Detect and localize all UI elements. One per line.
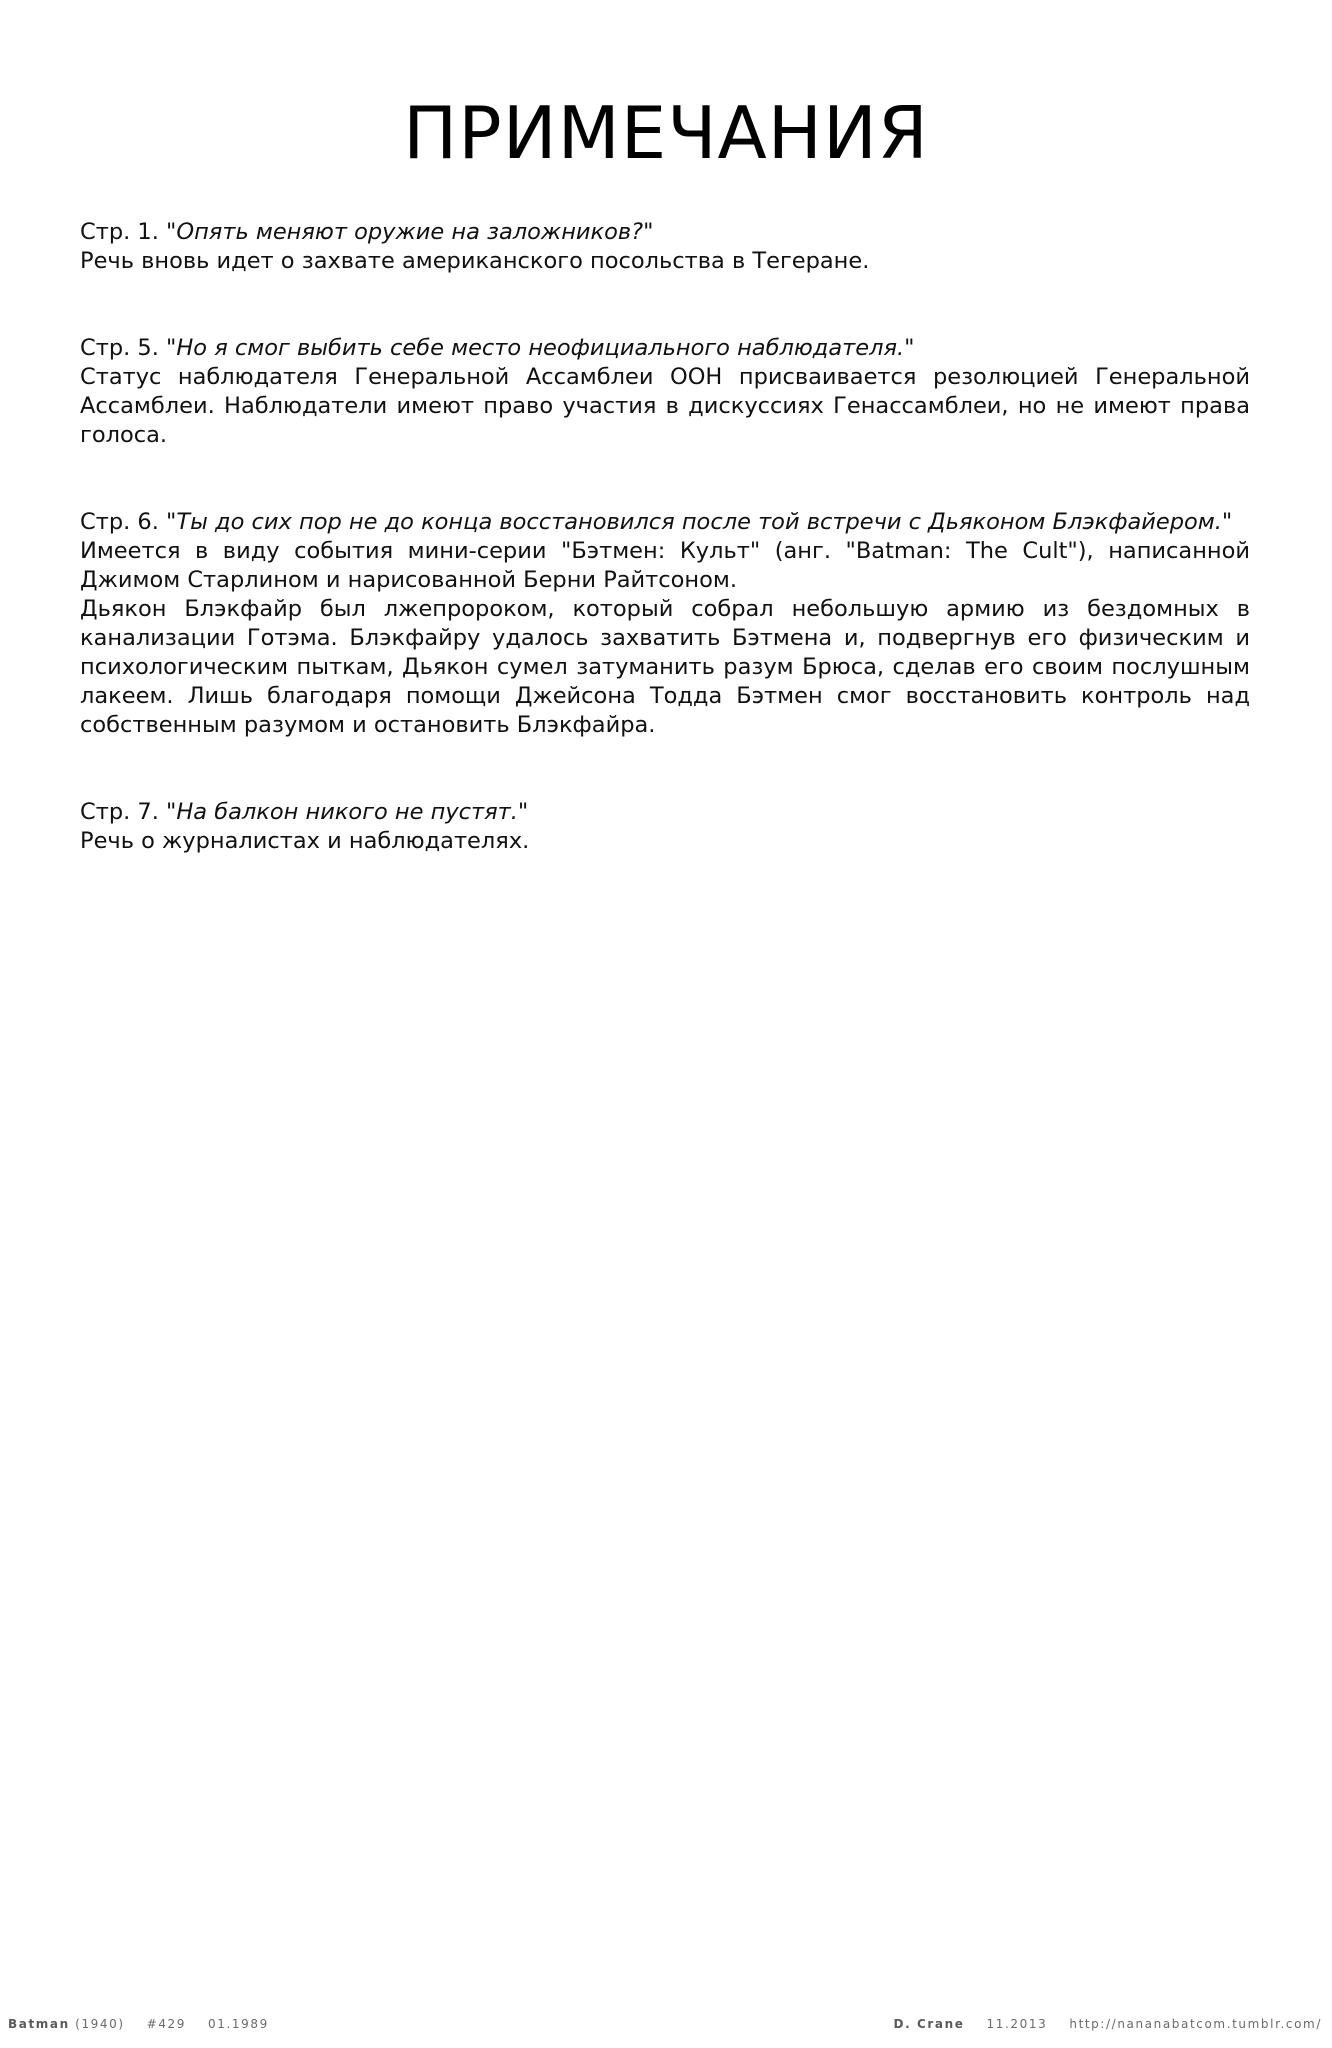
note-text: Речь вновь идет о захвате американского посольства в Тегеране. bbox=[80, 248, 870, 274]
note-item bbox=[80, 334, 1250, 450]
note-heading bbox=[80, 218, 1250, 247]
footer-credit: D. Crane bbox=[893, 2017, 965, 2031]
note-quote: "На балкон никого не пустят." bbox=[166, 799, 529, 825]
note-text: Речь о журналистах и наблюдателях. bbox=[80, 828, 530, 854]
footer-date: 01.1989 bbox=[208, 2017, 269, 2031]
note-item bbox=[80, 508, 1250, 740]
note-item bbox=[80, 218, 1250, 276]
note-text: Статус наблюдателя Генеральной Ассамблеи ООН присваивается резолюцией Генеральной Ассамблеи. Наблюдатели имеют право участия в дискуссиях Генассамблеи, но не имеют права голоса. bbox=[80, 364, 1250, 448]
footer-url: http://nananabatcom.tumblr.com/ bbox=[1069, 2017, 1322, 2031]
note-heading bbox=[80, 334, 1250, 363]
footer-series: Batman bbox=[8, 2017, 70, 2031]
note-text: Имеется в виду события мини-серии "Бэтмен: Культ" (анг. "Batman: The Cult"), написанной Джимом Старлином и нарисованной Берни Райтсоном. bbox=[80, 538, 1250, 593]
page-reference: Стр. 7. bbox=[80, 799, 159, 825]
note-heading bbox=[80, 798, 1250, 827]
page-reference: Стр. 5. bbox=[80, 335, 159, 361]
footer-issue: #429 bbox=[146, 2017, 187, 2031]
note-quote: "Опять меняют оружие на заложников?" bbox=[166, 219, 654, 245]
page-reference: Стр. 6. bbox=[80, 509, 159, 535]
note-heading bbox=[80, 508, 1250, 537]
note-item bbox=[80, 798, 1250, 856]
page-footer bbox=[0, 2017, 1332, 2037]
note-quote: "Но я смог выбить себе место неофициального наблюдателя." bbox=[166, 335, 915, 361]
notes-list bbox=[80, 218, 1250, 856]
note-quote: "Ты до сих пор не до конца восстановился после той встречи с Дьяконом Блэкфайером." bbox=[166, 509, 1233, 535]
footer-credit-date: 11.2013 bbox=[986, 2017, 1048, 2031]
footer-issue-info bbox=[8, 2017, 269, 2031]
page-reference: Стр. 1. bbox=[80, 219, 159, 245]
page-title: ПРИМЕЧАНИЯ bbox=[403, 91, 929, 175]
footer-credits bbox=[894, 2017, 1322, 2031]
footer-year: (1940) bbox=[75, 2017, 125, 2031]
note-text: Дьякон Блэкфайр был лжепророком, который собрал небольшую армию из бездомных в канализации Готэма. Блэкфайру удалось захватить Бэтмена и, подвергнув его физическим и психологическим пыткам, Дьякон сумел затуманить разум Брюса, сделав его своим послушным лакеем. Лишь благодаря помощи Джейсона Тодда Бэтмен смог восстановить контроль над собственным разумом и остановить Блэкфайра. bbox=[80, 596, 1250, 738]
